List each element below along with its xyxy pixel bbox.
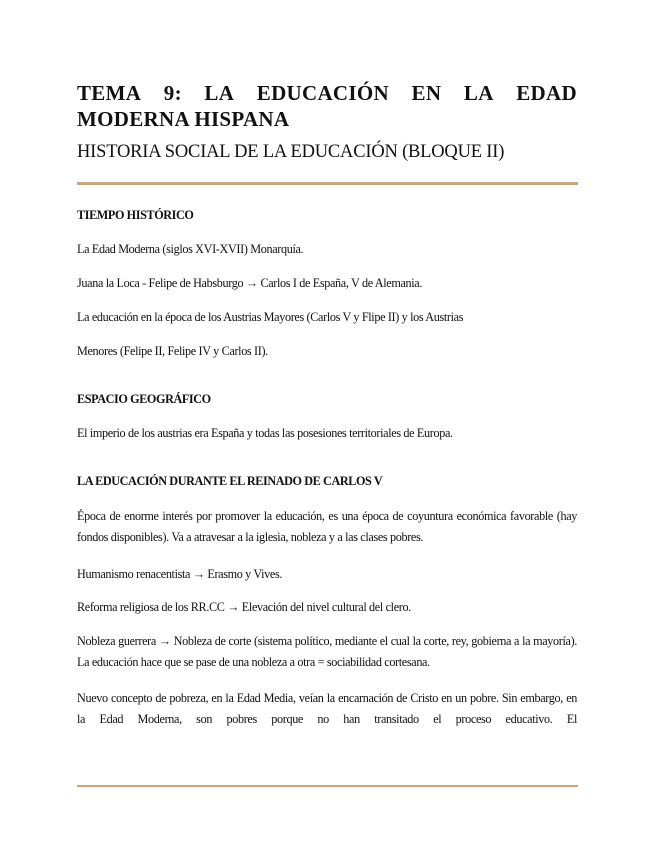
- document-title: [77, 80, 577, 132]
- header-divider: [77, 182, 578, 185]
- title-word: 9:: [163, 81, 182, 105]
- section-heading-tiempo: TIEMPO HISTÓRICO: [77, 208, 194, 222]
- paragraph: Humanismo renacentista → Erasmo y Vives.: [77, 567, 283, 581]
- paragraph: Época de enorme interés por promover la educación, es una época de coyuntura económica favorable (hay fondos disponibles). Va a atravesar a la iglesia, nobleza y a las clases pobres.: [77, 509, 577, 544]
- title-word: EN: [411, 81, 442, 105]
- title-line-1: [77, 80, 577, 106]
- title-word: LA: [204, 81, 235, 105]
- paragraph: La Edad Moderna (siglos XVI-XVII) Monarquía.: [77, 242, 304, 256]
- title-word: EDAD: [516, 81, 577, 105]
- section-heading-espacio: ESPACIO GEOGRÁFICO: [77, 392, 211, 406]
- paragraph: El imperio de los austrias era España y todas las posesiones territoriales de Europa.: [77, 426, 453, 440]
- title-line-2: MODERNA HISPANA: [77, 107, 290, 131]
- paragraph: Menores (Felipe II, Felipe IV y Carlos II).: [77, 344, 268, 358]
- title-word: TEMA: [77, 81, 142, 105]
- footer-divider: [77, 785, 578, 787]
- title-word: EDUCACIÓN: [256, 81, 389, 105]
- paragraph: Nuevo concepto de pobreza, en la Edad Media, veían la encarnación de Cristo en un pobre. Sin embargo, en la Edad Moderna, son pobres porque no han transitado el proceso educativo. El: [77, 691, 577, 726]
- section-heading-educacion: LA EDUCACIÓN DURANTE EL REINADO DE CARLOS V: [77, 474, 383, 488]
- paragraph: Nobleza guerrera → Nobleza de corte (sistema político, mediante el cual la corte, rey, gobierna a la mayoría). La educación hace que se pase de una nobleza a otra = sociabilidad cortesana.: [77, 634, 577, 669]
- paragraph: La educación en la época de los Austrias Mayores (Carlos V y Flipe II) y los Austrias: [77, 310, 464, 324]
- title-word: LA: [463, 81, 494, 105]
- paragraph: Juana la Loca - Felipe de Habsburgo → Carlos I de España, V de Alemania.: [77, 276, 423, 290]
- document-subtitle: HISTORIA SOCIAL DE LA EDUCACIÓN (BLOQUE II): [77, 142, 505, 162]
- paragraph: Reforma religiosa de los RR.CC → Elevación del nivel cultural del clero.: [77, 600, 411, 614]
